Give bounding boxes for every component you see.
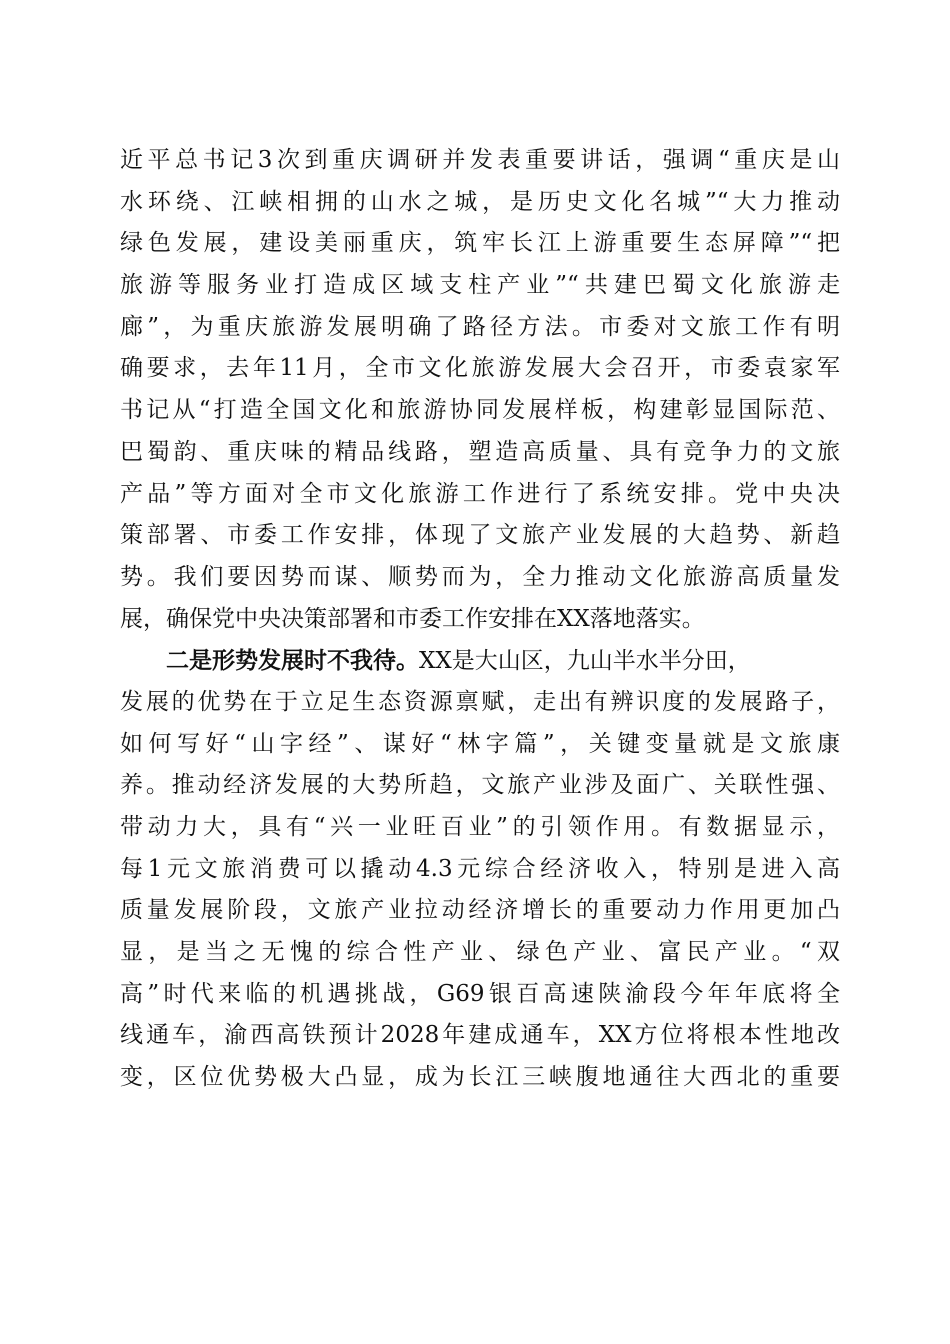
body-text [120,140,840,1099]
text-line: 每1元文旅消费可以撬动4.3元综合经济收入，特别是进入高 [120,855,840,882]
text-line: 高”时代来临的机遇挑战，G69银百高速陕渝段今年年底将全 [120,980,840,1007]
text-line: 水环绕、江峡相拥的山水之城，是历史文化名城”“大力推动 [120,188,840,215]
text-line: 势。我们要因势而谋、顺势而为，全力推动文化旅游高质量发 [120,563,840,590]
paragraph-first-line-text: XX是大山区，九山半水半分田， [419,648,751,675]
text-line: 旅游等服务业打造成区域支柱产业”“共建巴蜀文化旅游走 [120,272,840,299]
text-line: 近平总书记3次到重庆调研并发表重要讲话，强调“重庆是山 [120,147,840,173]
text-line: 书记从“打造全国文化和旅游协同发展样板，构建彰显国际范、 [120,397,840,424]
paragraph-first-line [120,640,840,682]
text-line: 质量发展阶段，文旅产业拉动经济增长的重要动力作用更加凸 [120,897,840,924]
paragraph-lead-heading: 二是形势发展时不我待。 [166,647,419,675]
text-line: 发展的优势在于立足生态资源禀赋，走出有辨识度的发展路子， [120,688,840,715]
text-line: 产品”等方面对全市文化旅游工作进行了系统安排。党中央决 [120,480,840,507]
text-line: 展，确保党中央决策部署和市委工作安排在XX落地落实。 [120,605,705,632]
text-line: 策部署、市委工作安排，体现了文旅产业发展的大趋势、新趋 [120,522,840,549]
text-line: 如何写好“山字经”、谋好“林字篇”，关键变量就是文旅康 [120,730,840,757]
text-line: 绿色发展，建设美丽重庆，筑牢长江上游重要生态屏障”“把 [120,230,840,257]
text-line: 线通车，渝西高铁预计2028年建成通车，XX方位将根本性地改 [120,1022,840,1049]
text-line: 变，区位优势极大凸显，成为长江三峡腹地通往大西北的重要 [120,1064,840,1091]
text-line: 巴蜀韵、重庆味的精品线路，塑造高质量、具有竞争力的文旅 [120,438,840,465]
text-line: 确要求，去年11月，全市文化旅游发展大会召开，市委袁家军 [120,355,840,382]
text-line: 显，是当之无愧的综合性产业、绿色产业、富民产业。“双 [120,939,840,966]
text-line: 廊”，为重庆旅游发展明确了路径方法。市委对文旅工作有明 [120,313,840,340]
text-line: 带动力大，具有“兴一业旺百业”的引领作用。有数据显示， [120,814,840,840]
text-line: 养。推动经济发展的大势所趋，文旅产业涉及面广、关联性强、 [120,772,840,799]
